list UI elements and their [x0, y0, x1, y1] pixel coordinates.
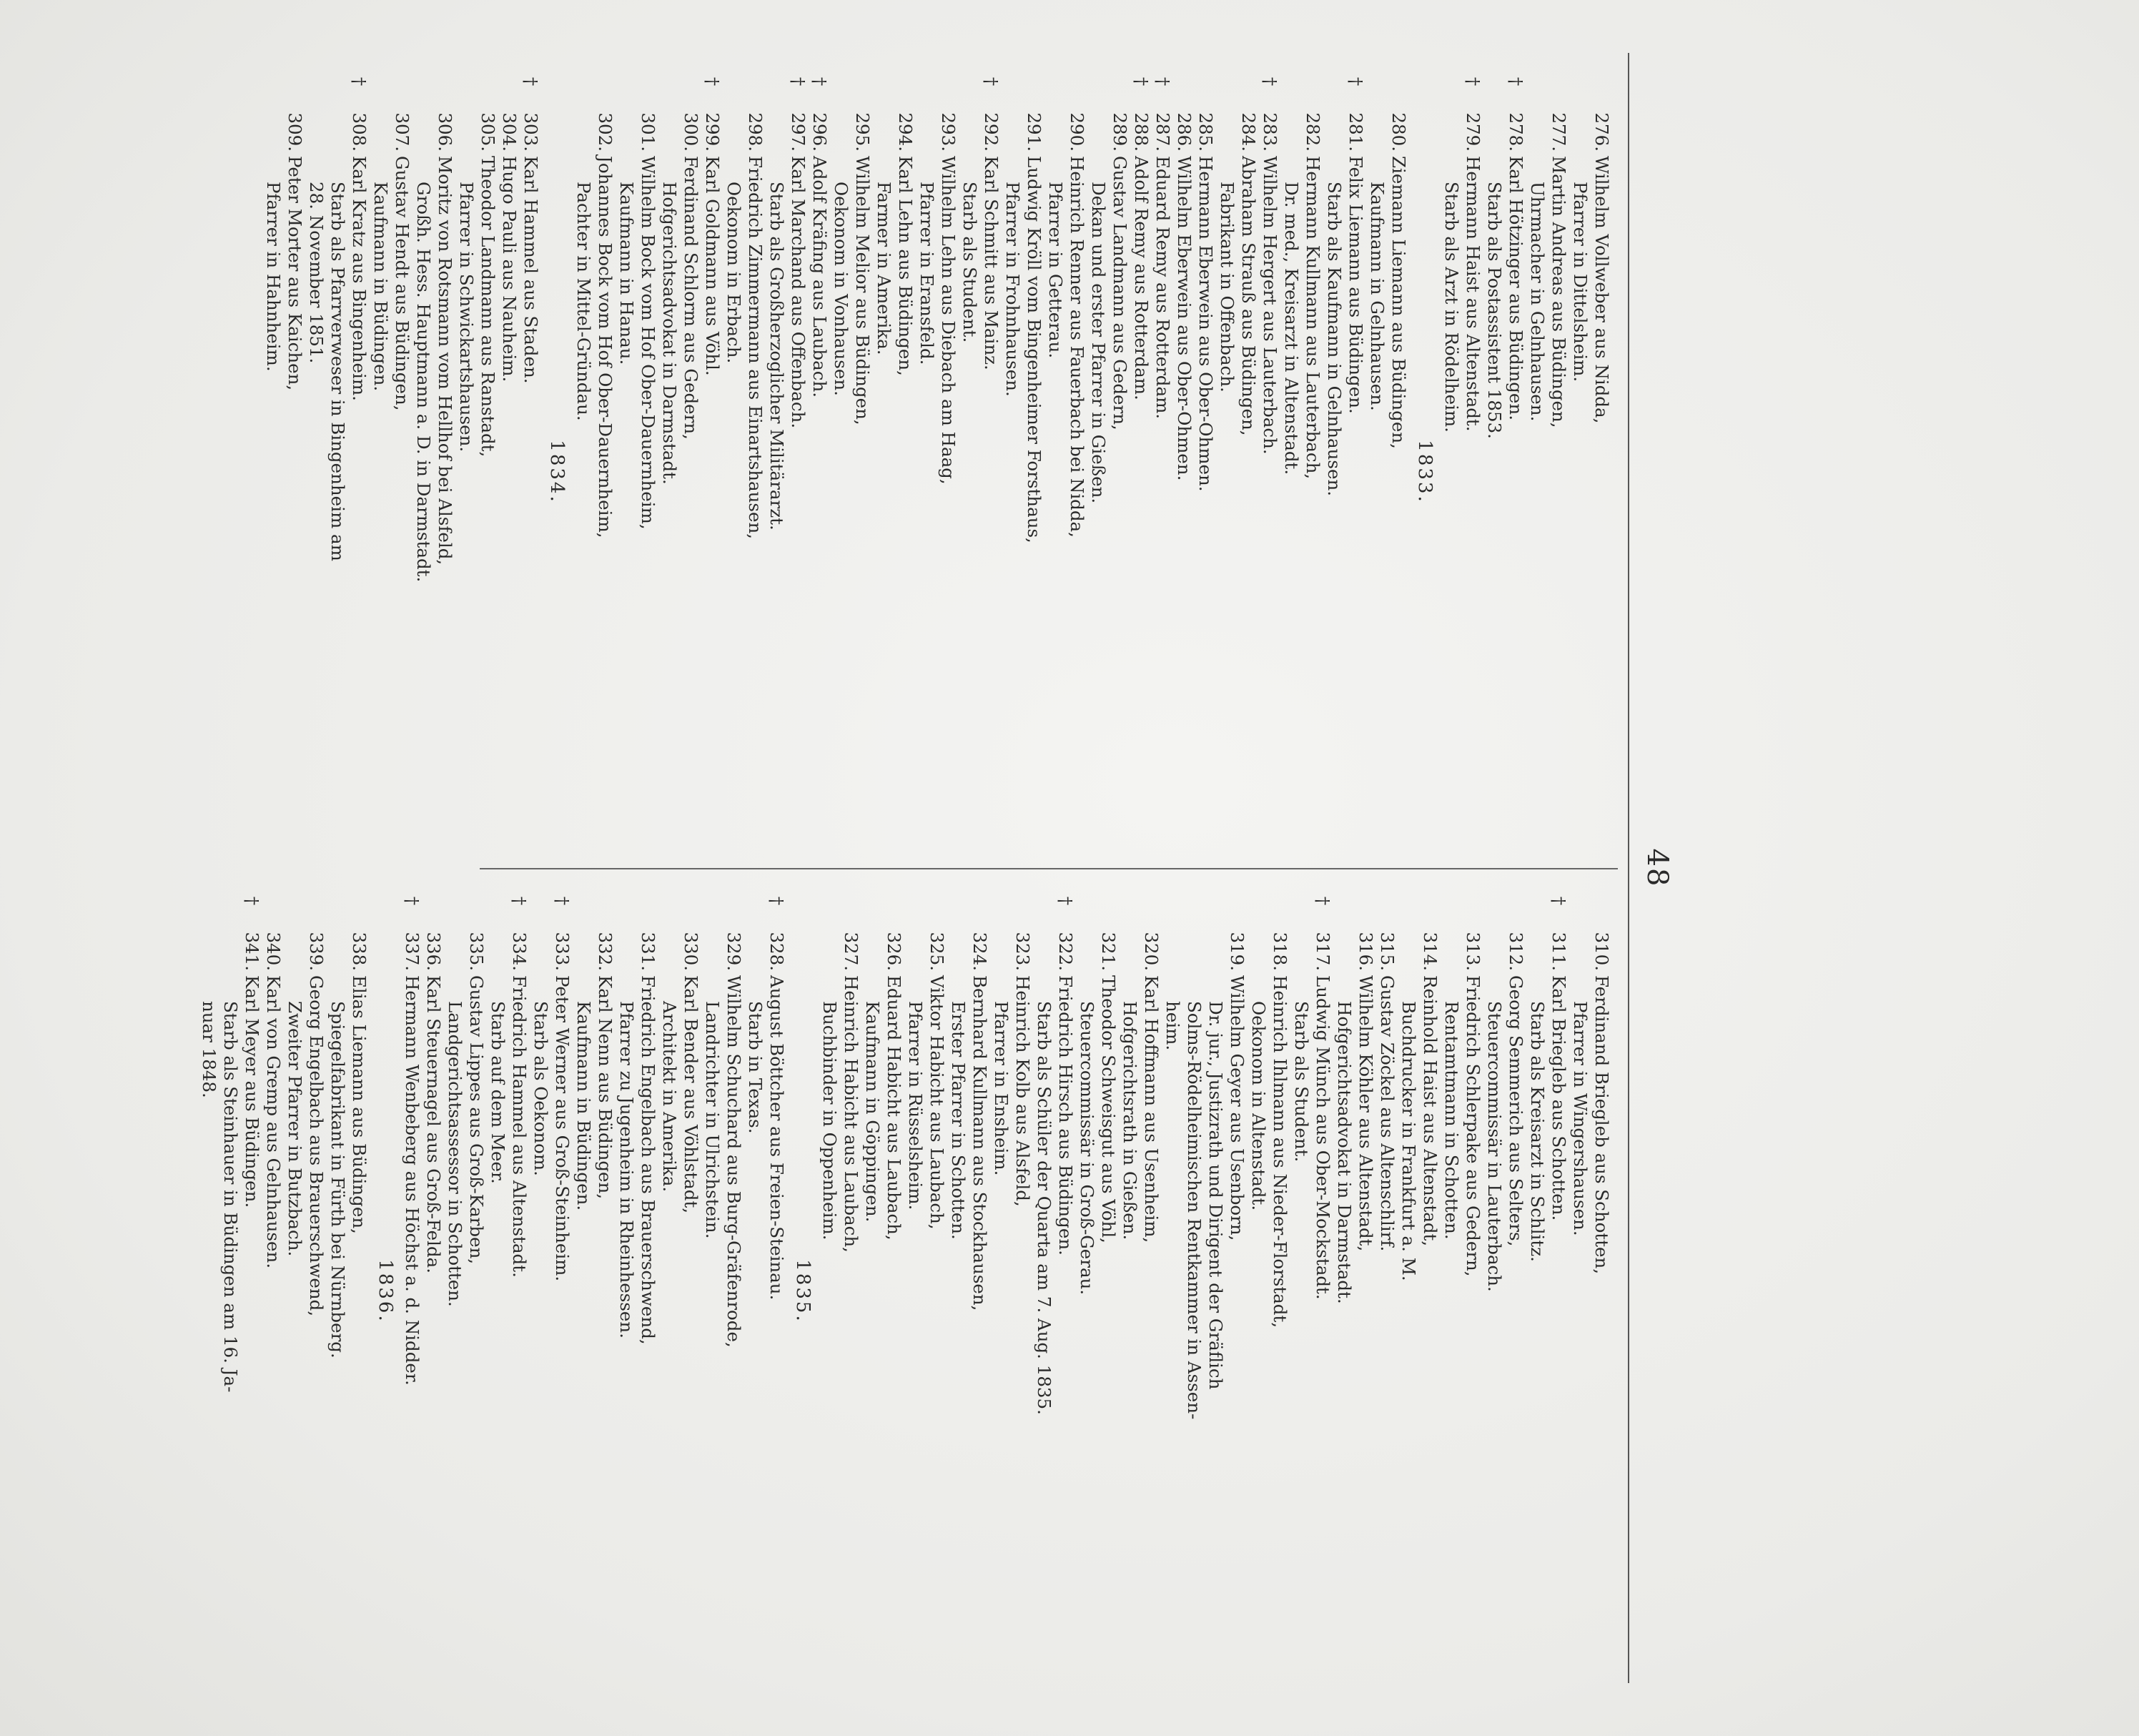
death-mark: †: [552, 896, 573, 906]
entry-number: 280.: [1388, 112, 1409, 152]
entry-number: 285.: [1195, 112, 1216, 152]
entry-number: 309.: [285, 112, 305, 152]
header-rule: [1628, 53, 1629, 1683]
register-entry: [1398, 891, 1441, 1663]
entry-number: 339.: [306, 932, 327, 971]
death-mark: †: [766, 896, 787, 906]
entry-number: 340.: [263, 932, 284, 971]
entry-detail-line: Pfarrer in Schwickartshausen.: [456, 182, 477, 453]
entry-name-line: Bernhard Kullmann aus Stockhausen,: [969, 975, 990, 1311]
entry-detail-line: Dekan und erster Pfarrer in Gießen.: [1088, 182, 1109, 504]
register-entry: [444, 891, 487, 1663]
entry-number: 276.: [1591, 112, 1612, 152]
register-entry: [370, 71, 413, 844]
entry-name-line: Ferdinand Briegleb aus Schotten,: [1591, 975, 1612, 1275]
entry-number: 318.: [1270, 932, 1290, 971]
entry-name-line: Karl Hammel aus Staden.: [520, 156, 541, 384]
death-mark: †: [702, 77, 723, 87]
entry-name-line: Theodor Landmann aus Ranstadt,: [478, 156, 498, 458]
entry-name-line: Heinrich Habicht aus Laubach,: [841, 975, 861, 1253]
entry-detail-line: Pfarrer in Hahnheim.: [263, 182, 284, 372]
entry-number: 335.: [466, 932, 487, 971]
entry-number: 299.: [702, 112, 723, 152]
death-mark: †: [509, 896, 530, 906]
entry-number: 281.: [1345, 112, 1366, 152]
entry-name-line: Wilhelm Melior aus Büdingen,: [852, 156, 873, 425]
entry-detail-line: Großh. Hess. Hauptmann a. D. in Darmstadt.: [413, 182, 434, 583]
register-entry: [990, 891, 1033, 1663]
entry-name-line: Karl Meyer aus Büdingen.: [242, 975, 262, 1208]
entry-number: 310.: [1591, 932, 1612, 971]
register-entry: [809, 71, 830, 844]
entry-number: 283.: [1260, 112, 1280, 152]
entry-number: 320.: [1141, 932, 1162, 971]
entry-name-line: Friedrich Schlerpake aus Gedern,: [1463, 975, 1483, 1277]
entry-number: 314.: [1420, 932, 1441, 971]
register-entry: [701, 71, 723, 844]
entry-number: 298.: [745, 112, 766, 152]
register-entry: [723, 71, 766, 844]
entry-name-line: Gustav Lippes aus Groß-Karben,: [466, 975, 487, 1265]
entry-detail-line: Kaufmann in Göppingen.: [862, 1001, 883, 1223]
entry-number: 300.: [681, 112, 701, 152]
entry-name-line: Karl Kratz aus Bingenheim.: [349, 156, 370, 401]
register-entry: [1441, 71, 1483, 844]
entry-number: 337.: [402, 932, 423, 971]
entry-number: 291.: [1024, 112, 1044, 152]
entry-number: 331.: [638, 932, 658, 971]
entry-number: 302.: [595, 112, 616, 152]
entry-number: 278.: [1506, 112, 1526, 152]
register-entry: [616, 891, 658, 1663]
register-entry: [873, 71, 916, 844]
entry-name-line: Karl Lehn aus Büdingen,: [895, 156, 916, 376]
entry-number: 292.: [981, 112, 1002, 152]
register-entry: [1569, 891, 1612, 1663]
register-entry: [1195, 71, 1216, 844]
entry-detail-line: Starb in Texas.: [745, 1001, 766, 1134]
entry-name-line: Reinhold Haist aus Altenstadt,: [1420, 975, 1441, 1247]
entry-detail-line: Starb als Schüler der Quarta am 7. Aug. 1835.: [1034, 1001, 1054, 1415]
page-number: 48: [1641, 848, 1674, 888]
entry-number: 307.: [392, 112, 413, 152]
death-mark: †: [1131, 77, 1152, 87]
entry-detail-line: Kaufmann in Büdingen.: [573, 1001, 594, 1211]
entry-name-line: Gustav Hendt aus Büdingen,: [392, 156, 413, 411]
entry-name-line: Adolf Remy aus Rotterdam.: [1131, 156, 1152, 400]
entry-detail-line: Spiegelfabrikant in Fürth bei Nürnberg.: [327, 1001, 348, 1358]
register-entry: [819, 891, 861, 1663]
entry-detail-line: Steuercommissär in Lauterbach.: [1484, 1001, 1505, 1292]
register-entry: [1162, 891, 1248, 1663]
entry-detail-line: Kaufmann in Büdingen.: [370, 182, 391, 392]
entry-name-line: Eduard Remy aus Rotterdam.: [1152, 156, 1173, 420]
death-mark: †: [1260, 77, 1280, 87]
entry-number: 338.: [349, 932, 370, 971]
death-mark: †: [1055, 896, 1076, 906]
entry-name-line: Viktor Habicht aus Laubach,: [927, 975, 947, 1230]
entry-number: 329.: [723, 932, 744, 971]
entry-detail-line: Zweiter Pfarrer in Butzbach.: [285, 1001, 305, 1257]
register-entry: [1248, 891, 1290, 1663]
entry-number: 288.: [1131, 112, 1152, 152]
entry-detail-line: Starb auf dem Meer.: [488, 1001, 508, 1184]
death-mark: †: [788, 77, 809, 87]
entry-number: 325.: [927, 932, 947, 971]
death-mark: †: [1313, 896, 1333, 906]
entry-name-line: Friedrich Hammel aus Altenstadt.: [509, 975, 530, 1278]
entry-name-line: Ludwig Münch aus Ober-Mockstadt.: [1313, 975, 1333, 1300]
entry-number: 301.: [638, 112, 658, 152]
register-entry: [1076, 891, 1119, 1663]
entry-name-line: Karl Hötzinger aus Büdingen.: [1506, 156, 1526, 420]
entry-detail-line: Architekt in Amerika.: [659, 1001, 680, 1193]
entry-number: 333.: [552, 932, 573, 971]
register-entry: [455, 71, 498, 844]
entry-number: 286.: [1174, 112, 1195, 152]
register-entry: [1376, 891, 1398, 1663]
entry-name-line: Eduard Habicht aus Laubach,: [884, 975, 904, 1241]
register-entry: [1526, 891, 1569, 1663]
death-mark: †: [981, 77, 1002, 87]
register-entry: [959, 71, 1002, 844]
entry-detail-line: Hofgerichtsadvokat in Darmstadt.: [659, 182, 680, 485]
entry-number: 279.: [1463, 112, 1483, 152]
entry-detail-line: Solms-Rödelheimischen Rentkammer in Assen-: [1184, 1001, 1205, 1420]
register-entry: [861, 891, 904, 1663]
entry-number: 315.: [1377, 932, 1398, 971]
entry-number: 316.: [1355, 932, 1376, 971]
register-entry: [1259, 71, 1280, 844]
register-entry: [1526, 71, 1569, 844]
entry-detail-line: heim.: [1162, 1001, 1183, 1051]
right-column: [198, 891, 1612, 1663]
entry-name-line: Heinrich Ihlmann aus Nieder-Florstadt,: [1270, 975, 1290, 1328]
entry-detail-line: Starb als Großherzoglicher Militärarzt.: [766, 182, 787, 531]
register-entry: [1044, 71, 1087, 844]
entry-detail-line: Steuercommissär in Groß-Gerau.: [1077, 1001, 1097, 1296]
entry-name-line: Karl von Gremp aus Gelnhausen.: [263, 975, 284, 1269]
register-entry: [1569, 71, 1612, 844]
year-heading: 1835.: [792, 1259, 814, 1323]
register-entry: [520, 71, 541, 844]
entry-name-line: Wilhelm Köhler aus Altenstadt,: [1355, 975, 1376, 1252]
entry-name-line: Hermann Kullmann aus Lauterbach,: [1303, 156, 1323, 480]
register-entry: [1216, 71, 1259, 844]
death-mark: †: [809, 77, 830, 87]
rotated-book-page: [199, 46, 1674, 1690]
death-mark: †: [1152, 77, 1173, 87]
register-entry: [616, 71, 658, 844]
register-entry: [1119, 891, 1162, 1663]
entry-name-line: Ferdinand Schlorm aus Gedern,: [681, 156, 701, 440]
entry-number: 321.: [1098, 932, 1119, 971]
death-mark: †: [520, 77, 541, 87]
register-entry: [658, 891, 701, 1663]
register-entry: [498, 71, 520, 844]
entry-name-line: Johannes Bock vom Hof Ober-Dauernheim,: [595, 156, 616, 538]
register-entry: [1366, 71, 1409, 844]
entry-detail-line: Starb als Oekonom.: [530, 1001, 551, 1176]
entry-name-line: Karl Schmitt aus Mainz.: [981, 156, 1002, 370]
register-entry: [830, 71, 873, 844]
entry-number: 336.: [423, 932, 444, 971]
entry-number: 287.: [1152, 112, 1173, 152]
entry-detail-line: Fabrikant in Offenbach.: [1217, 182, 1238, 393]
register-entry: [1087, 71, 1130, 844]
entry-name-line: Karl Bender aus Vöhlstadt,: [681, 975, 701, 1214]
entry-number: 330.: [681, 932, 701, 971]
register-entry: [198, 891, 262, 1663]
register-entry: [423, 891, 444, 1663]
death-mark: †: [1345, 77, 1366, 87]
entry-detail-line: Pfarrer in Rüsselsheim.: [905, 1001, 926, 1210]
entry-detail-line: Landgerichtsassessor in Schotten.: [445, 1001, 465, 1307]
entry-name-line: Wilhelm Eberwein aus Ober-Ohmen.: [1174, 156, 1195, 481]
entry-number: 332.: [595, 932, 616, 971]
year-heading: 1834.: [546, 440, 568, 504]
entry-number: 313.: [1463, 932, 1483, 971]
entry-number: 289.: [1110, 112, 1130, 152]
entry-detail-line: Pfarrer zu Jugenheim in Rheinhessen.: [616, 1001, 637, 1338]
entry-number: 296.: [809, 112, 830, 152]
entry-detail-line: Uhrmacher in Gelnhausen.: [1527, 182, 1548, 422]
entry-name-line: Wilhelm Geyer aus Usenborn,: [1227, 975, 1248, 1241]
register-entry: [766, 71, 809, 844]
entry-number: 290.: [1067, 112, 1087, 152]
entry-name-line: Adolf Kräfing aus Laubach.: [809, 156, 830, 398]
entry-name-line: Peter Werner aus Groß-Steinheim.: [552, 975, 573, 1282]
entry-detail-line: Buchdrucker in Frankfurt a. M.: [1398, 1001, 1419, 1281]
entry-number: 303.: [520, 112, 541, 152]
entry-name-line: Wilhelm Bock vom Hof Ober-Dauernheim,: [638, 156, 658, 530]
entry-number: 293.: [938, 112, 959, 152]
entry-name-line: Gustav Zöckel aus Altenschlirf.: [1377, 975, 1398, 1252]
entry-number: 297.: [788, 112, 809, 152]
entry-detail-line: Rentamtmann in Schotten.: [1441, 1001, 1462, 1240]
entry-name-line: Ludwig Kröll vom Bingenheimer Forsthaus,: [1024, 156, 1044, 543]
entry-number: 306.: [435, 112, 455, 152]
entry-number: 277.: [1548, 112, 1569, 152]
entry-number: 324.: [969, 932, 990, 971]
entry-number: 282.: [1303, 112, 1323, 152]
entry-detail-line: Dr. med., Kreisarzt in Altenstadt.: [1281, 182, 1302, 475]
entry-name-line: August Böttcher aus Freien-Steinau.: [766, 975, 787, 1301]
death-mark: †: [1548, 896, 1569, 906]
death-mark: †: [242, 896, 262, 906]
register-entry: [1002, 71, 1044, 844]
register-entry: [744, 891, 787, 1663]
entry-number: 295.: [852, 112, 873, 152]
register-entry: [262, 891, 284, 1663]
entry-number: 322.: [1055, 932, 1076, 971]
entry-name-line: Karl Steuernagel aus Groß-Felda.: [423, 975, 444, 1274]
entry-name-line: Wilhelm Schuchard aus Burg-Gräfenrode,: [723, 975, 744, 1348]
register-entry: [573, 891, 616, 1663]
register-entry: [487, 891, 530, 1663]
entry-name-line: Abraham Strauß aus Büdingen,: [1238, 156, 1259, 436]
register-entry: [1130, 71, 1152, 844]
death-mark: †: [349, 77, 370, 87]
entry-detail-line: Pfarrer in Wingershausen.: [1570, 1001, 1591, 1236]
entry-name-line: Ziemann Liemann aus Büdingen,: [1388, 156, 1409, 449]
entry-name-line: Karl Nenn aus Büdingen,: [595, 975, 616, 1200]
entry-detail-line: Oekonom in Altenstadt.: [1248, 1001, 1269, 1211]
entry-detail-line: Dr. jur., Justizrath und Dirigent der Gräflich: [1205, 1001, 1226, 1390]
entry-number: 311.: [1548, 932, 1569, 971]
register-entry: [1323, 71, 1366, 844]
entry-detail-line: Erster Pfarrer in Schotten.: [948, 1001, 969, 1240]
entry-number: 341.: [242, 932, 262, 971]
entry-number: 319.: [1227, 932, 1248, 971]
entry-number: 312.: [1506, 932, 1526, 971]
death-mark: †: [402, 896, 423, 906]
death-mark: †: [1463, 77, 1483, 87]
entry-name-line: Friedrich Engelbach aus Brauerschwend,: [638, 975, 658, 1345]
entry-number: 327.: [841, 932, 861, 971]
entry-detail-line: Starb als Postassistent 1853.: [1484, 182, 1505, 439]
entry-name-line: Elias Liemann aus Büdingen,: [349, 975, 370, 1234]
entry-detail-line: nuar 1848.: [199, 1001, 219, 1098]
register-entry: [1290, 891, 1333, 1663]
entry-name-line: Friedrich Hirsch aus Büdingen.: [1055, 975, 1076, 1256]
entry-number: 326.: [884, 932, 904, 971]
entry-name-line: Gustav Landmann aus Gedern,: [1110, 156, 1130, 430]
entry-detail-line: Oekonom in Erbach.: [723, 182, 744, 364]
entry-detail-line: Starb als Arzt in Rödelheim.: [1441, 182, 1462, 433]
entry-name-line: Wilhelm Vollweber aus Nidda,: [1591, 156, 1612, 424]
register-entry: [1483, 891, 1526, 1663]
entry-detail-line: Starb als Kaufmann in Gelnhausen.: [1324, 182, 1345, 497]
register-entry: [530, 891, 573, 1663]
entry-name-line: Theodor Schweisgut aus Vöhl,: [1098, 975, 1119, 1243]
register-entry: [658, 71, 701, 844]
entry-detail-line: Pfarrer in Frohnhausen.: [1002, 182, 1023, 397]
column-divider: [480, 868, 1618, 869]
entry-detail-line: Pfarrer in Ensheim.: [991, 1001, 1012, 1176]
entry-name-line: Felix Liemann aus Büdingen.: [1345, 156, 1366, 414]
entry-number: 323.: [1012, 932, 1033, 971]
entry-detail-line: Pfarrer in Eransfeld.: [917, 182, 937, 365]
entry-detail-line: Oekonom in Vonhausen.: [831, 182, 851, 396]
year-heading: 1833.: [1414, 440, 1436, 504]
entry-name-line: Wilhelm Lehn aus Diebach am Haag,: [938, 156, 959, 485]
register-entry: [305, 71, 370, 844]
entry-detail-line: Kaufmann in Hanau.: [616, 182, 637, 365]
entry-name-line: Hermann Haist aus Altenstadt.: [1463, 156, 1483, 432]
entry-detail-line: Hofgerichtsrath in Gießen.: [1120, 1001, 1140, 1241]
entry-name-line: Karl Hoffmann aus Usenheim,: [1141, 975, 1162, 1243]
entry-detail-line: 28. November 1851.: [306, 182, 327, 364]
entry-name-line: Heinrich Renner aus Fauerbach bei Nidda,: [1067, 156, 1087, 538]
register-entry: [701, 891, 744, 1663]
left-column: [262, 71, 1612, 844]
entry-detail-line: Landrichter in Ulrichstein.: [702, 1001, 723, 1239]
register-entry: [1280, 71, 1323, 844]
entry-detail-line: Buchbinder in Oppenheim.: [819, 1001, 840, 1241]
entry-name-line: Hermann Eberwein aus Ober-Ohmen.: [1195, 156, 1216, 492]
entry-detail-line: Pfarrer in Dittelsheim.: [1570, 182, 1591, 383]
register-entry: [413, 71, 455, 844]
entry-name-line: Hermann Wenbeberg aus Höchst a. d. Nidder.: [402, 975, 423, 1386]
register-entry: [262, 71, 305, 844]
entry-number: 304.: [499, 112, 520, 152]
register-entry: [1333, 891, 1376, 1663]
entry-name-line: Karl Briegleb aus Schotten.: [1548, 975, 1569, 1221]
entry-number: 308.: [349, 112, 370, 152]
entry-detail-line: Kaufmann in Gelnhausen.: [1367, 182, 1388, 411]
register-entry: [573, 71, 616, 844]
entry-name-line: Georg Engelbach aus Brauerschwend,: [306, 975, 327, 1317]
register-entry: [1483, 71, 1526, 844]
register-entry: [947, 891, 990, 1663]
entry-name-line: Martin Andreas aus Büdingen,: [1548, 156, 1569, 428]
entry-name-line: Moritz von Rotsmann vom Hellhof bei Alsfeld,: [435, 156, 455, 566]
entry-name-line: Peter Morter aus Kaichen,: [285, 156, 305, 391]
entry-name-line: Friedrich Zimmermann aus Einartshausen,: [745, 156, 766, 540]
entry-number: 328.: [766, 932, 787, 971]
entry-detail-line: Hofgerichtsadvokat in Darmstadt.: [1334, 1001, 1355, 1304]
entry-number: 317.: [1313, 932, 1333, 971]
entry-detail-line: Starb als Steinhauer in Büdingen am 16. Ja-: [220, 1001, 241, 1393]
register-entry: [327, 891, 370, 1663]
register-entry: [1152, 71, 1173, 844]
entry-name-line: Wilhelm Hergert aus Lauterbach.: [1260, 156, 1280, 455]
entry-detail-line: Pachter in Mittel-Gründau.: [573, 182, 594, 421]
entry-name-line: Karl Goldmann aus Vöhl.: [702, 156, 723, 376]
register-entry: [1033, 891, 1076, 1663]
register-entry: [904, 891, 947, 1663]
register-entry: [916, 71, 959, 844]
entry-detail-line: Pfarrer in Getterau.: [1045, 182, 1066, 359]
entry-detail-line: Farmer in Amerika.: [874, 182, 894, 355]
year-heading: 1836.: [375, 1259, 396, 1323]
death-mark: †: [1506, 77, 1526, 87]
entry-number: 334.: [509, 932, 530, 971]
register-entry: [401, 891, 423, 1663]
entry-name-line: Georg Semmerich aus Selters,: [1506, 975, 1526, 1247]
entry-detail-line: Starb als Student.: [959, 182, 980, 343]
entry-name-line: Karl Marchand aus Offenbach.: [788, 156, 809, 429]
entry-detail-line: Starb als Pfarrverweser in Bingenheim am: [327, 182, 348, 561]
register-entry: [1441, 891, 1483, 1663]
entry-detail-line: Starb als Kreisarzt in Schlitz.: [1527, 1001, 1548, 1262]
entry-number: 294.: [895, 112, 916, 152]
register-entry: [284, 891, 327, 1663]
entry-number: 284.: [1238, 112, 1259, 152]
entry-name-line: Heinrich Kolb aus Alsfeld,: [1012, 975, 1033, 1207]
entry-number: 305.: [478, 112, 498, 152]
entry-detail-line: Starb als Student.: [1291, 1001, 1312, 1163]
entry-name-line: Hugo Pauli aus Nauheim.: [499, 156, 520, 383]
register-entry: [1173, 71, 1195, 844]
